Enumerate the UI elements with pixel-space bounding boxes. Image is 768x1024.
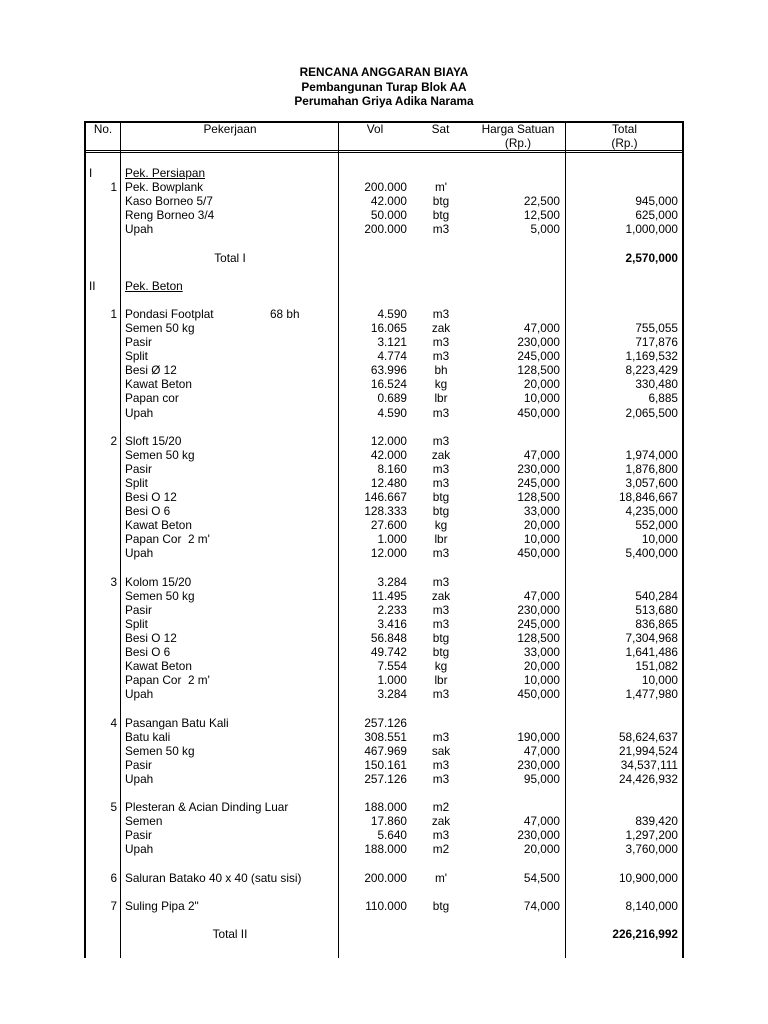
cell-total: 1,169,532 [625,349,678,364]
cell-item: Split [125,616,148,631]
cell-sat: m2 [432,842,450,857]
blank-row [0,701,768,715]
cell-item: Pasir [125,602,152,617]
table-row [0,716,768,730]
cell-item: Besi O 6 [125,504,171,519]
cell-sat: m3 [432,433,450,448]
cell-sat: m3 [432,687,450,702]
cell-item: Upah [125,687,154,702]
cell-sat: zak [431,814,451,829]
table-row [0,899,768,913]
cell-vol: 7.554 [377,659,407,674]
cell-harga: 22,500 [523,194,560,209]
cell-vol: 257.126 [364,771,407,786]
cell-total: 6,885 [648,391,678,406]
cell-harga: 20,000 [523,518,560,533]
table-row [0,871,768,885]
table-row [0,321,768,335]
cell-total: 24,426,932 [618,771,678,786]
header-sat: Sat [431,122,450,136]
cell-total: 330,480 [635,377,678,392]
cell-vol: 200.000 [364,870,407,885]
table-row [0,490,768,504]
cell-total: 513,680 [635,602,678,617]
blank-row [0,913,768,927]
cell-vol: 467.969 [364,743,407,758]
cell-total: 2,570,000 [625,250,678,265]
cell-sat: m3 [432,475,450,490]
table-row [0,659,768,673]
cell-vol: 188.000 [364,800,407,815]
cell-sat: m3 [432,602,450,617]
cell-vol: 1.000 [377,673,407,688]
cell-total: 4,235,000 [625,504,678,519]
cell-vol: 0.689 [377,391,407,406]
section-row [0,166,768,180]
cell-vol: 17.860 [370,814,407,829]
cell-sat: btg [432,504,450,519]
cell-no: 1 [110,180,117,195]
table-row [0,687,768,701]
cell-harga: 47,000 [523,320,560,335]
cell-harga: 450,000 [517,546,560,561]
cell-total: 10,900,000 [618,870,678,885]
cell-total: 58,624,637 [618,729,678,744]
cell-sat: zak [431,588,451,603]
cell-item: Suling Pipa 2" [125,898,199,913]
table-row [0,476,768,490]
cell-item: Upah [125,546,154,561]
table-row [0,744,768,758]
table-body [0,166,768,958]
cell-harga: 12,500 [523,208,560,223]
blank-row [0,236,768,250]
cell-total: 10,000 [641,673,678,688]
cell-vol: 146.667 [364,490,407,505]
cell-harga: 190,000 [517,729,560,744]
cell-heading: Pek. Persiapan [125,166,206,180]
cell-sat: bh [434,363,448,378]
table-row [0,758,768,772]
cell-item: Kaso Borneo 5/7 [125,194,213,209]
cell-total: 18,846,667 [618,490,678,505]
cell-total: 10,000 [641,532,678,547]
cell-sat: m3 [432,335,450,350]
cell-sat: lbr [434,532,448,547]
cell-item: Kolom 15/20 [125,574,192,589]
cell-harga: 230,000 [517,757,560,772]
cell-sat: lbr [434,391,448,406]
cell-sat: m3 [432,729,450,744]
table-row [0,518,768,532]
cell-item: Pasir [125,757,152,772]
cell-no: 4 [110,715,117,730]
cell-vol: 12.480 [370,475,407,490]
cell-sat: zak [431,320,451,335]
cell-item: Besi Ø 12 [125,363,177,378]
cell-sat: btg [432,898,450,913]
location-subtitle: Perumahan Griya Adika Narama [294,94,474,108]
cell-vol: 188.000 [364,842,407,857]
table-row [0,772,768,786]
cell-total: 151,082 [635,659,678,674]
table-row [0,575,768,589]
cell-vol: 49.742 [370,645,407,660]
cell-total: 3,057,600 [625,475,678,490]
cell-item: Semen 50 kg [125,447,195,462]
blank-row [0,265,768,279]
cell-vol: 16.065 [370,320,407,335]
cell-vol: 56.848 [370,630,407,645]
cell-item: Reng Borneo 3/4 [125,208,215,223]
cell-sat: m3 [432,546,450,561]
cell-total: 2,065,500 [625,405,678,420]
cell-no: 5 [110,800,117,815]
cell-harga: 230,000 [517,461,560,476]
header-total: Total [612,122,637,136]
table-row [0,349,768,363]
cell-vol: 4.590 [377,306,407,321]
header-no: No. [93,122,113,136]
cell-vol: 200.000 [364,180,407,195]
cell-vol: 200.000 [364,222,407,237]
cell-vol: 4.590 [377,405,407,420]
cell-vol: 110.000 [365,898,407,913]
cell-item: Batu kali [125,729,171,744]
cell-harga: 47,000 [523,447,560,462]
cell-vol: 42.000 [370,194,407,209]
cell-total: 945,000 [635,194,678,209]
cell-vol: 12.000 [370,433,407,448]
cell-item: Semen [125,814,163,829]
cell-no: 1 [110,306,117,321]
blank-row [0,786,768,800]
table-row [0,180,768,194]
cell-item: Kawat Beton [125,659,192,674]
cell-harga: 245,000 [517,616,560,631]
cell-vol: 50.000 [370,208,407,223]
cell-sat: m3 [432,222,450,237]
cell-sat: m2 [432,800,450,815]
cell-vol: 3.284 [377,687,407,702]
cell-sat: m' [434,180,448,195]
cell-vol: 42.000 [370,447,407,462]
cell-vol: 5.640 [377,828,407,843]
cell-vol: 12.000 [370,546,407,561]
blank-row [0,420,768,434]
cell-harga: 10,000 [523,673,560,688]
cell-label: Total I [214,250,246,265]
cell-harga: 20,000 [523,659,560,674]
table-row [0,391,768,405]
cell-total: 540,284 [635,588,678,603]
cell-total: 1,876,800 [625,461,678,476]
cell-vol: 1.000 [377,532,407,547]
cell-item: Upah [125,771,154,786]
cell-item: Papan Cor 2 m' [125,673,210,688]
cell-item: Papan Cor 2 m' [125,532,210,547]
cell-no: 6 [110,870,117,885]
cell-harga: 245,000 [517,475,560,490]
cell-total: 34,537,111 [620,757,678,772]
cell-harga: 450,000 [517,405,560,420]
cell-total: 1,641,486 [625,645,678,660]
cell-total: 1,000,000 [625,222,678,237]
cell-total: 1,974,000 [625,447,678,462]
cell-vol: 63.996 [370,363,407,378]
cell-harga: 230,000 [517,828,560,843]
cell-total: 625,000 [635,208,678,223]
table-row [0,222,768,236]
table-row [0,194,768,208]
cell-item: Pasir [125,828,152,843]
cell-total: 755,055 [635,320,678,335]
cell-item: Pasangan Batu Kali [125,715,229,730]
table-row [0,842,768,856]
cell-sat: btg [432,194,450,209]
cell-harga: 20,000 [523,842,560,857]
cell-vol: 27.600 [370,518,407,533]
cell-sat: btg [432,490,450,505]
cell-sat: kg [434,518,448,533]
header-total-currency: (Rp.) [611,136,638,150]
table-row [0,335,768,349]
cell-vol: 128.333 [364,504,407,519]
table-row [0,307,768,321]
header-vol: Vol [366,122,384,136]
document-title: RENCANA ANGGARAN BIAYA [299,65,469,79]
cell-sat: m3 [432,405,450,420]
cell-sat: zak [431,447,451,462]
cell-sat: m' [434,870,448,885]
cell-total: 21,994,524 [618,743,678,758]
cell-item: Papan cor [125,391,179,406]
table-row [0,504,768,518]
cell-vol: 257.126 [364,715,407,730]
cell-no: 2 [110,433,117,448]
cell-item: Besi O 12 [125,630,177,645]
cell-total: 552,000 [635,518,678,533]
project-subtitle: Pembangunan Turap Blok AA [301,80,467,94]
cell-harga: 47,000 [523,743,560,758]
blank-row [0,856,768,870]
cell-vol: 3.121 [377,335,407,350]
cell-item: Pek. Bowplank [125,180,204,195]
cell-total: 5,400,000 [625,546,678,561]
table-row [0,406,768,420]
total-row [0,927,768,941]
cell-label: Total II [212,926,248,941]
cell-sat: m3 [432,757,450,772]
cell-harga: 20,000 [523,377,560,392]
cell-total: 839,420 [635,814,678,829]
cell-vol: 2.233 [377,602,407,617]
table-row [0,434,768,448]
cell-total: 1,477,980 [625,687,678,702]
cell-harga: 128,500 [517,630,560,645]
cell-item: Besi O 12 [125,490,177,505]
table-row [0,363,768,377]
table-row [0,589,768,603]
cell-total: 8,223,429 [625,363,678,378]
table-row [0,814,768,828]
cell-harga: 33,000 [523,504,560,519]
cell-sat: m3 [432,574,450,589]
cell-harga: 95,000 [523,771,560,786]
table-row [0,645,768,659]
cell-harga: 230,000 [517,335,560,350]
cell-vol: 3.284 [377,574,407,589]
cell-sat: kg [434,377,448,392]
cell-sat: btg [432,208,450,223]
cell-harga: 450,000 [517,687,560,702]
cell-harga: 5,000 [530,222,560,237]
table-row [0,828,768,842]
cell-vol: 11.495 [371,588,407,603]
cell-total: 3,760,000 [625,842,678,857]
cell-sat: lbr [434,673,448,688]
cell-sat: sak [431,743,451,758]
table-row [0,800,768,814]
cell-vol: 16.524 [370,377,407,392]
cell-harga: 33,000 [523,645,560,660]
cell-item: Pasir [125,335,152,350]
cell-harga: 230,000 [517,602,560,617]
cell-item: Pondasi Footplat [125,306,214,321]
section-row [0,279,768,293]
cell-item: Split [125,475,148,490]
header-harga-satuan: Harga Satuan [481,122,555,136]
table-row [0,603,768,617]
cell-item: Kawat Beton [125,377,192,392]
cell-total: 226,216,992 [612,926,678,941]
cell-harga: 47,000 [523,588,560,603]
cell-total: 836,865 [635,616,678,631]
cell-vol: 308.551 [364,729,407,744]
cell-harga: 74,000 [523,898,560,913]
table-row [0,631,768,645]
cell-item: Semen 50 kg [125,588,195,603]
blank-row [0,885,768,899]
cell-item: Split [125,349,148,364]
table-row [0,730,768,744]
cell-no: 7 [110,898,117,913]
blank-row [0,561,768,575]
cell-heading: Pek. Beton [125,278,183,293]
cell-total: 8,140,000 [625,898,678,913]
cell-harga: 128,500 [517,363,560,378]
cell-sat: m3 [432,349,450,364]
header-bottom-border [84,150,684,153]
blank-row [0,293,768,307]
cell-total: 1,297,200 [625,828,678,843]
cell-item: Semen 50 kg [125,320,195,335]
cell-item: Plesteran & Acian Dinding Luar [125,800,289,815]
cell-item: Upah [125,405,154,420]
table-row [0,377,768,391]
cell-vol: 8.160 [377,461,407,476]
cell-extra: 68 bh [270,306,300,321]
cell-item: Semen 50 kg [125,743,195,758]
cell-sat: m3 [432,306,450,321]
cell-vol: 3.416 [377,616,407,631]
cell-sat: btg [432,645,450,660]
cell-item: Upah [125,222,154,237]
cell-sat: m3 [432,771,450,786]
cell-no: I [89,166,93,180]
header-harga-currency: (Rp.) [504,136,532,150]
table-row [0,673,768,687]
cell-total: 717,876 [635,335,678,350]
table-row [0,462,768,476]
cell-item: Besi O 6 [125,645,171,660]
table-row [0,448,768,462]
table-row [0,617,768,631]
cell-harga: 54,500 [523,870,560,885]
header-pekerjaan: Pekerjaan [203,122,257,136]
cell-no: II [89,278,96,293]
cell-harga: 10,000 [523,532,560,547]
cell-item: Sloft 15/20 [125,433,182,448]
cell-harga: 10,000 [523,391,560,406]
cell-harga: 245,000 [517,349,560,364]
cell-no: 3 [110,574,117,589]
cell-item: Pasir [125,461,152,476]
cell-harga: 47,000 [523,814,560,829]
table-row [0,532,768,546]
table-row [0,208,768,222]
cell-sat: kg [434,659,448,674]
cell-total: 7,304,968 [625,630,678,645]
cell-vol: 150.161 [364,757,407,772]
cell-item: Saluran Batako 40 x 40 (satu sisi) [125,870,302,885]
cell-sat: m3 [432,616,450,631]
cell-harga: 128,500 [517,490,560,505]
cell-sat: m3 [432,828,450,843]
cell-item: Upah [125,842,154,857]
cell-sat: m3 [432,461,450,476]
cell-item: Kawat Beton [125,518,192,533]
total-row [0,251,768,265]
cell-vol: 4.774 [377,349,407,364]
cell-sat: btg [432,630,450,645]
table-row [0,546,768,560]
